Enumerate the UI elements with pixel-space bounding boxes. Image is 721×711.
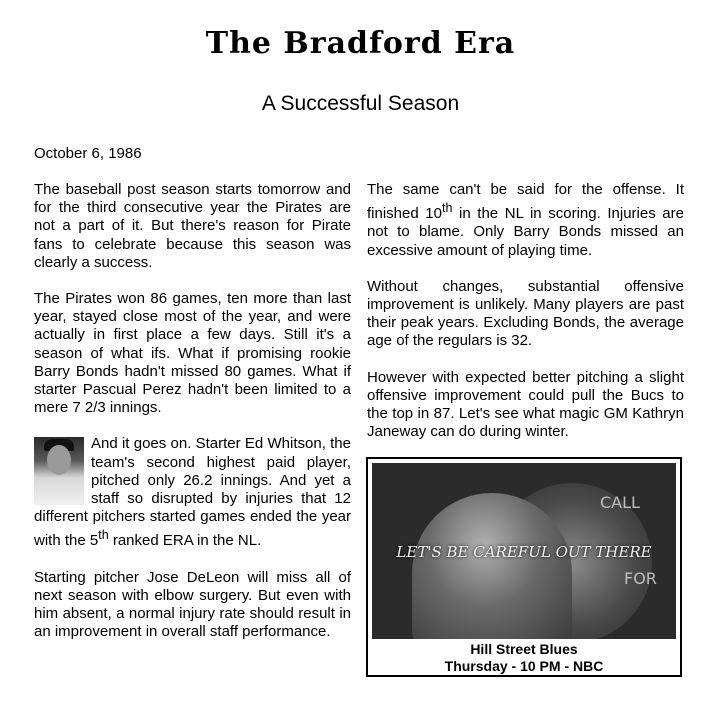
ad-tagline: LET'S BE CAREFUL OUT THERE (396, 543, 652, 561)
ad-image-figure (412, 493, 572, 639)
tv-advertisement (366, 457, 682, 677)
ad-schedule: Thursday - 10 PM - NBC (444, 658, 604, 674)
right-paragraph-1-text: The same can't be said for the offense. It finished 10 (367, 181, 684, 223)
ad-image (372, 463, 676, 639)
left-paragraph-3-text-end: ranked ERA in the NL. (108, 532, 262, 550)
right-paragraph-1-text-end: in the NL in scoring. Injuries are not to blame. Only Barry Bonds missed an excessive amount of playing time. (367, 205, 684, 259)
ordinal-suffix-2: th (441, 201, 453, 216)
masthead: The Bradford Era (205, 26, 516, 61)
right-paragraph-3: However with expected better pitching a slight offensive improvement could pull the Bucs to the top in 87. Let's see what magic GM Kathryn Janeway can do during winter. (367, 368, 684, 441)
left-paragraph-3 (34, 435, 351, 550)
player-face (47, 445, 71, 475)
left-paragraph-1: The baseball post season starts tomorrow and for the third consecutive year the Pirates are not a part of it. But there's reason for Pirate fans to celebrate because this season was clearly a success. (34, 181, 351, 271)
ordinal-suffix: th (98, 528, 109, 543)
left-column (34, 181, 351, 659)
left-paragraph-3-text: And it goes on. Starter Ed Whitson, the team's second highest paid player, pitched only 26.2 innings. And yet a staff so disrupted by injuries that 12 different pitchers started games ended the year with the 5 (34, 435, 351, 550)
dateline: October 6, 1986 (34, 145, 142, 162)
right-paragraph-1 (367, 181, 684, 260)
right-column (367, 181, 684, 459)
player-photo (34, 437, 84, 505)
left-paragraph-4: Starting pitcher Jose DeLeon will miss all of next season with elbow surgery. But even with him absent, a normal injury rate should result in an improvement in overall staff performance. (34, 568, 351, 641)
ad-caption (368, 641, 680, 675)
right-paragraph-2: Without changes, substantial offensive improvement is unlikely. Many players are past their peak years. Excluding Bonds, the average age of the regulars is 32. (367, 277, 684, 350)
ad-board-text-2: FOR (624, 569, 657, 588)
headline: A Successful Season (261, 92, 460, 115)
left-paragraph-2: The Pirates won 86 games, ten more than last year, stayed close most of the year, and were actually in first place a few days. Still it's a season of what ifs. What if promising rookie Barry Bonds hadn't missed 80 games. What if starter Pascual Perez hadn't been limited to a mere 7 2/3 innings. (34, 290, 351, 417)
ad-board-text-1: CALL (600, 493, 640, 512)
ad-show-name: Hill Street Blues (470, 641, 578, 657)
